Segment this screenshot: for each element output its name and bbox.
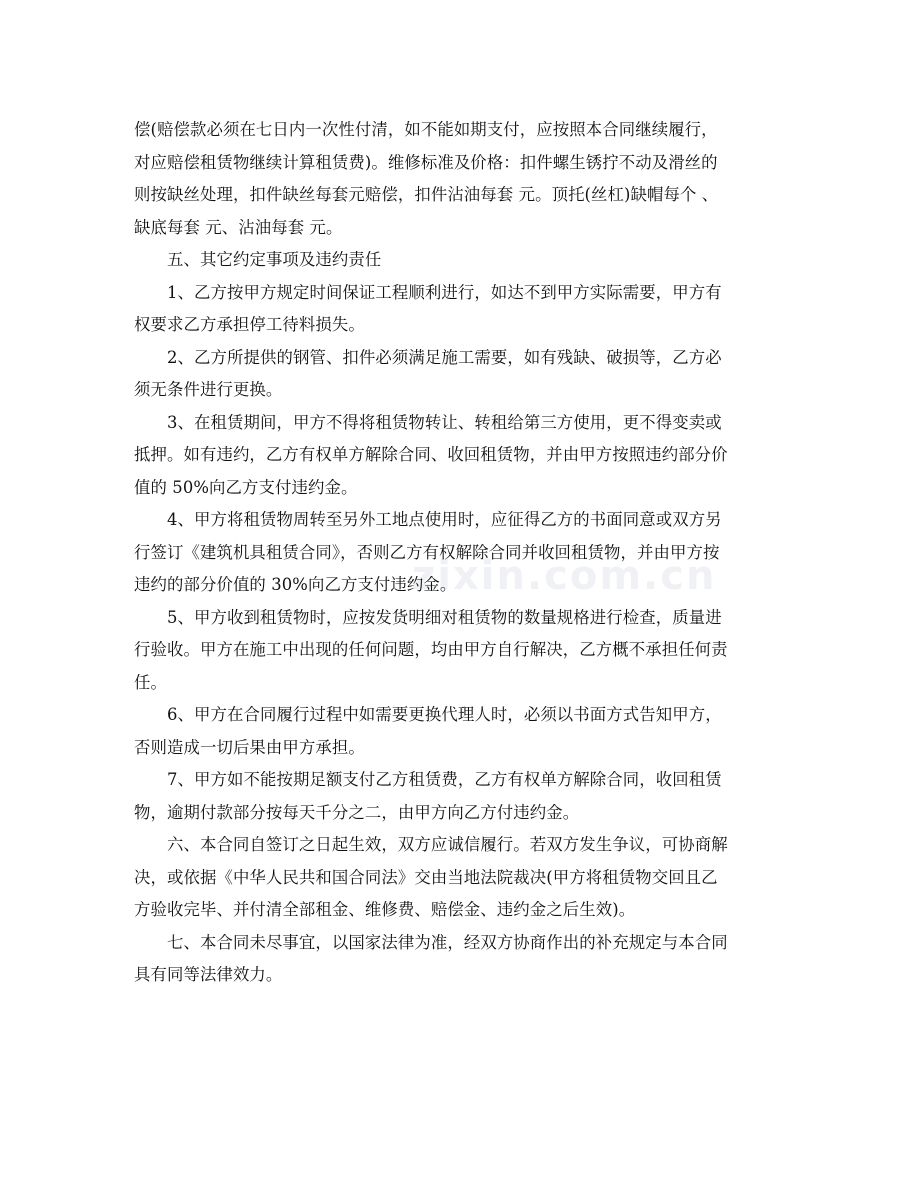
section-heading: 五、其它约定事项及违约责任	[167, 250, 382, 269]
text-line: 5、甲方收到租赁物时，应按发货明细对租赁物的数量规格进行检查，质量进	[167, 607, 722, 627]
text-line: 任。	[134, 672, 167, 692]
text-line: 值的 50%向乙方支付违约金。	[134, 477, 358, 497]
text-line: 权要求乙方承担停工待料损失。	[134, 315, 365, 334]
text-line: 缺底每套 元、沾油每套 元。	[134, 217, 343, 237]
text-line: 6、甲方在合同履行过程中如需要更换代理人时，必须以书面方式告知甲方，	[167, 705, 722, 724]
text-line: 3、在租赁期间，甲方不得将租赁物转让、转租给第三方使用，更不得变卖或	[167, 412, 722, 432]
text-line: 行签订《建筑机具租赁合同》，否则乙方有权解除合同并收回租赁物，并由甲方按	[134, 542, 720, 562]
text-line: 方验收完毕、并付清全部租金、维修费、赔偿金、违约金之后生效)。	[134, 900, 636, 919]
text-line: 具有同等法律效力。	[134, 965, 283, 984]
text-line: 7、甲方如不能按期足额支付乙方租赁费，乙方有权单方解除合同，收回租赁	[167, 770, 722, 789]
text-line: 抵押。如有违约，乙方有权单方解除合同、收回租赁物，并由甲方按照违约部分价	[134, 445, 728, 464]
text-line: 决，或依据《中华人民共和国合同法》交由当地法院裁决(甲方将租赁物交回且乙	[134, 867, 718, 887]
text-line: 对应赔偿租赁物继续计算租赁费)。维修标准及价格：扣件螺生锈拧不动及滑丝的	[134, 152, 718, 172]
text-line: 则按缺丝处理，扣件缺丝每套元赔偿，扣件沾油每套 元。顶托(丝杠)缺帽每个 、	[134, 185, 719, 204]
text-line: 违约的部分价值的 30%向乙方支付违约金。	[134, 575, 457, 594]
section-heading: 六、本合同自签订之日起生效，双方应诚信履行。若双方发生争议，可协商解	[167, 835, 728, 854]
text-line: 否则造成一切后果由甲方承担。	[134, 737, 365, 757]
watermark: zixin.com.cn	[412, 553, 717, 599]
text-line: 物，逾期付款部分按每天千分之二，由甲方向乙方付违约金。	[134, 802, 580, 822]
text-line: 2、乙方所提供的钢管、扣件必须满足施工需要，如有残缺、破损等，乙方必	[167, 347, 722, 367]
text-line: 须无条件进行更换。	[134, 380, 283, 399]
text-line: 4、甲方将租赁物周转至另外工地点使用时，应征得乙方的书面同意或双方另	[167, 510, 722, 529]
text-line: 偿(赔偿款必须在七日内一次性付清，如不能如期支付，应按照本合同继续履行，	[134, 120, 718, 139]
text-line: 1、乙方按甲方规定时间保证工程顺利进行，如达不到甲方实际需要，甲方有	[167, 282, 722, 302]
document-body	[134, 114, 786, 992]
section-heading: 七、本合同未尽事宜，以国家法律为准，经双方协商作出的补充规定与本合同	[167, 932, 728, 952]
text-line: 行验收。甲方在施工中出现的任何问题，均由甲方自行解决，乙方概不承担任何责	[134, 640, 728, 659]
